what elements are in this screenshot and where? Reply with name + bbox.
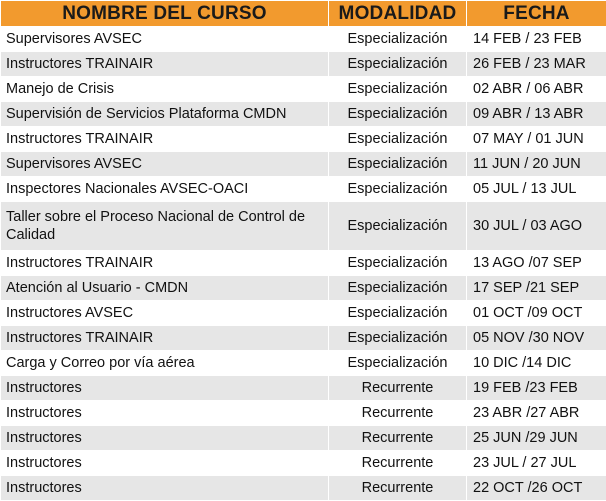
table-header-row bbox=[1, 1, 606, 27]
course-name-cell: Carga y Correo por vía aérea bbox=[1, 351, 329, 376]
date-cell: 22 OCT /26 OCT bbox=[467, 476, 606, 501]
modality-cell: Especialización bbox=[329, 351, 467, 376]
modality-cell: Especialización bbox=[329, 326, 467, 351]
course-name-cell: Supervisores AVSEC bbox=[1, 27, 329, 52]
course-name-cell: Instructores TRAINAIR bbox=[1, 127, 329, 152]
table-row bbox=[1, 27, 606, 52]
course-name-cell: Instructores TRAINAIR bbox=[1, 251, 329, 276]
date-cell: 07 MAY / 01 JUN bbox=[467, 127, 606, 152]
table-row bbox=[1, 102, 606, 127]
modality-cell: Especialización bbox=[329, 202, 467, 251]
date-cell: 05 NOV /30 NOV bbox=[467, 326, 606, 351]
table-row bbox=[1, 251, 606, 276]
date-cell: 02 ABR / 06 ABR bbox=[467, 77, 606, 102]
date-cell: 25 JUN /29 JUN bbox=[467, 426, 606, 451]
modality-cell: Recurrente bbox=[329, 476, 467, 501]
table-row bbox=[1, 326, 606, 351]
date-cell: 30 JUL / 03 AGO bbox=[467, 202, 606, 251]
course-name-cell: Instructores bbox=[1, 376, 329, 401]
modality-cell: Especialización bbox=[329, 177, 467, 202]
modality-cell: Recurrente bbox=[329, 401, 467, 426]
modality-cell: Especialización bbox=[329, 301, 467, 326]
modality-cell: Recurrente bbox=[329, 376, 467, 401]
table-row bbox=[1, 451, 606, 476]
table-row bbox=[1, 77, 606, 102]
header-modality: MODALIDAD bbox=[329, 1, 467, 27]
course-name-cell: Instructores TRAINAIR bbox=[1, 326, 329, 351]
date-cell: 17 SEP /21 SEP bbox=[467, 276, 606, 301]
course-name-cell: Instructores bbox=[1, 401, 329, 426]
course-name-cell: Supervisión de Servicios Plataforma CMDN bbox=[1, 102, 329, 127]
header-date: FECHA bbox=[467, 1, 606, 27]
date-cell: 23 ABR /27 ABR bbox=[467, 401, 606, 426]
course-name-cell: Inspectores Nacionales AVSEC-OACI bbox=[1, 177, 329, 202]
modality-cell: Recurrente bbox=[329, 426, 467, 451]
modality-cell: Especialización bbox=[329, 276, 467, 301]
table-row bbox=[1, 177, 606, 202]
modality-cell: Especialización bbox=[329, 152, 467, 177]
date-cell: 01 OCT /09 OCT bbox=[467, 301, 606, 326]
course-name-cell: Instructores TRAINAIR bbox=[1, 52, 329, 77]
modality-cell: Especialización bbox=[329, 52, 467, 77]
course-name-cell: Instructores bbox=[1, 426, 329, 451]
course-name-cell: Instructores AVSEC bbox=[1, 301, 329, 326]
course-name-cell: Taller sobre el Proceso Nacional de Control de Calidad bbox=[1, 202, 329, 251]
course-name-cell: Manejo de Crisis bbox=[1, 77, 329, 102]
header-course-name: NOMBRE DEL CURSO bbox=[1, 1, 329, 27]
course-name-cell: Instructores bbox=[1, 451, 329, 476]
date-cell: 19 FEB /23 FEB bbox=[467, 376, 606, 401]
modality-cell: Especialización bbox=[329, 27, 467, 52]
course-name-cell: Supervisores AVSEC bbox=[1, 152, 329, 177]
date-cell: 09 ABR / 13 ABR bbox=[467, 102, 606, 127]
table-row bbox=[1, 401, 606, 426]
date-cell: 11 JUN / 20 JUN bbox=[467, 152, 606, 177]
table-row bbox=[1, 301, 606, 326]
date-cell: 26 FEB / 23 MAR bbox=[467, 52, 606, 77]
table-row bbox=[1, 127, 606, 152]
date-cell: 14 FEB / 23 FEB bbox=[467, 27, 606, 52]
table-row bbox=[1, 426, 606, 451]
table-row bbox=[1, 376, 606, 401]
date-cell: 13 AGO /07 SEP bbox=[467, 251, 606, 276]
table-row bbox=[1, 52, 606, 77]
table-row bbox=[1, 276, 606, 301]
course-name-cell: Atención al Usuario - CMDN bbox=[1, 276, 329, 301]
date-cell: 23 JUL / 27 JUL bbox=[467, 451, 606, 476]
modality-cell: Especialización bbox=[329, 127, 467, 152]
table-row bbox=[1, 202, 606, 251]
modality-cell: Especialización bbox=[329, 102, 467, 127]
table-row bbox=[1, 351, 606, 376]
modality-cell: Recurrente bbox=[329, 451, 467, 476]
course-name-cell: Instructores bbox=[1, 476, 329, 501]
modality-cell: Especialización bbox=[329, 77, 467, 102]
table-row bbox=[1, 476, 606, 501]
date-cell: 05 JUL / 13 JUL bbox=[467, 177, 606, 202]
date-cell: 10 DIC /14 DIC bbox=[467, 351, 606, 376]
table-row bbox=[1, 152, 606, 177]
modality-cell: Especialización bbox=[329, 251, 467, 276]
